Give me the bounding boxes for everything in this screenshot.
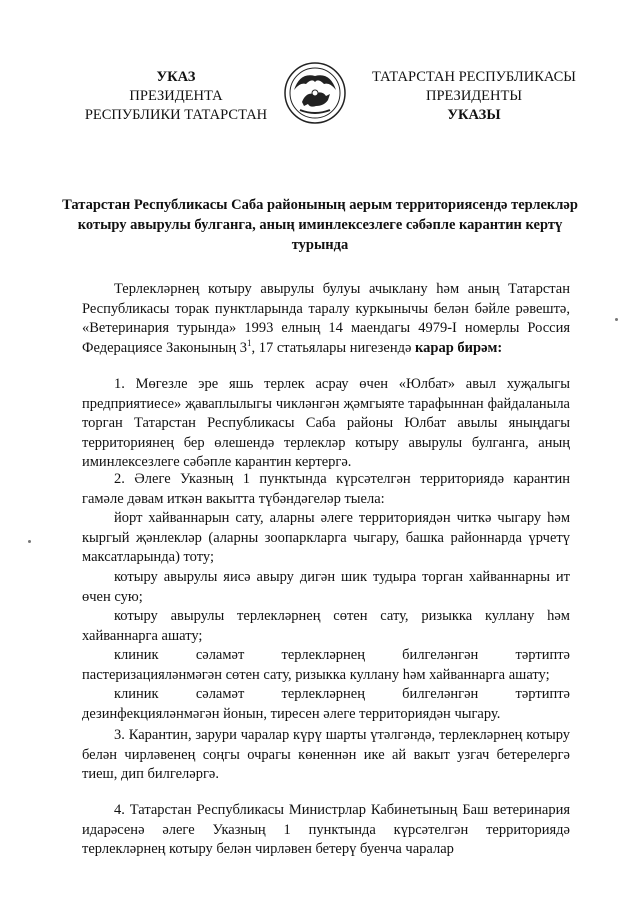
item-3: 3. Карантин, зарури чаралар күрү шарты үтәлгәндә, терлекләрнең котыру белән чирләвенең соңгы очрагы көненнән ике ай вакыт узгач бетерелергә тиеш, дип билгеләргә. [82,727,570,782]
header-left-line-3: РЕСПУБЛИКИ ТАТАРСТАН [84,107,268,123]
preamble-sup: 1 [246,337,252,348]
scan-speck [28,540,31,543]
header-right-line-3: УКАЗЫ [447,107,501,123]
preamble [82,280,570,358]
item-2-line-3: котыру авырулы терлекләрнең сөтен сату, ризыкка куллану һәм хайваннарга ашату; [82,608,570,644]
header-right-line-1: ТАТАРСТАН РЕСПУБЛИКАСЫ [372,69,576,85]
item-2-line-5: клиник сәламәт терлекләрнең билгеләнгән тәртиптә дезинфекцияләнмәгән йонын, тиресен әлеге территориядән чыгару. [82,686,570,722]
header-right [362,68,586,125]
preamble-text: Терлекләрнең котыру авырулы булуы ачыклану һәм аның Татарстан Республикасы торак пунктларында таралу куркынычы белән бәйле рәвештә, «Ветеринария турында» 1993 елның 14 маендагы 4979-I номерлы Россия Федерациясе Законының 3 [82,281,570,356]
header-left-line-1: УКАЗ [156,69,196,85]
item-1: 1. Мөгезле эре яшь терлек асрау өчен «Юлбат» авыл хуҗалыгы предприятиесе» җаваплылыгы чикләнгән җәмгыяте тарафыннан файдаланыла торган Татарстан Республикасы Саба районы Юлбат авылы яныңдагы территориянең бер өлешендә терлекләр котыру авырулы булганга, аның иминлексезлеге сәбәпле карантин кертергә. [82,376,570,470]
item-2-line-1: йорт хайваннарын сату, аларны әлеге территориядән читкә чыгару һәм кыргый җәнлекләр (аларны зоопаркларга чыгару, башка районнарда үрчетү максатларында) тоту; [82,510,570,565]
header-left [78,68,274,125]
item-2-line-2: котыру авырулы яисә авыру дигән шик тудыра торган хайваннарны ит өчен сую; [82,569,570,605]
preamble-decree: карар бирәм: [415,339,503,356]
item-2-intro: 2. Әлеге Указның 1 пунктында күрсәтелгән территориядә карантин гамәле дәвам иткән вакытта түбәндәгеләр тыела: [82,471,570,507]
header-left-line-2: ПРЕЗИДЕНТА [129,88,223,104]
scan-speck [615,318,618,321]
header-right-line-2: ПРЕЗИДЕНТЫ [425,88,523,104]
document-title: Татарстан Республикасы Саба районының аерым территориясендә терлекләр котыру авырулы булганга, аның иминлексезлегe сәбәпле карантин кертү турында [62,197,578,253]
item-2-line-4: клиник сәламәт терлекләрнең билгеләнгән тәртиптә пастеризацияләнмәгән сөтен сату, ризыкка куллану һәм хайваннарга ашату; [82,647,570,683]
coat-of-arms-icon [280,60,350,126]
preamble-text-after: , 17 статьялары нигезендә [251,339,416,356]
item-4: 4. Татарстан Республикасы Министрлар Кабинетының Баш ветеринария идарәсенә әлеге Указның 1 пунктында күрсәтелгән территориядә терлекләрнең котыру белән чирләвен бетерү буенча чаралар [82,802,570,857]
